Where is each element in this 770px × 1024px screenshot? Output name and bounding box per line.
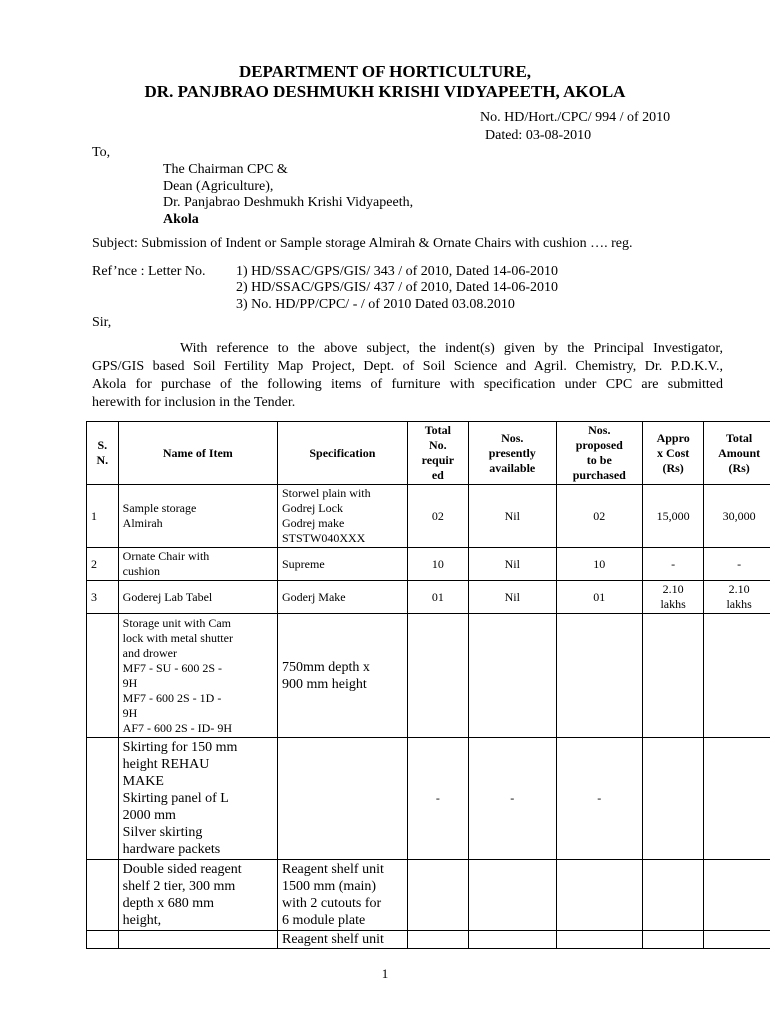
cell-approx-cost <box>643 738 704 860</box>
body-line: Akola for purchase of the following items of furniture with specification under CPC are submitted <box>92 377 723 392</box>
reference-item: 3) No. HD/PP/CPC/ - / of 2010 Dated 03.08.2010 <box>236 297 515 312</box>
cell-presently-available <box>468 931 556 949</box>
table-row <box>87 581 770 614</box>
cell-sn <box>87 614 119 738</box>
table-row <box>87 738 770 860</box>
cell-approx-cost: 15,000 <box>643 485 704 548</box>
cell-presently-available: - <box>468 738 556 860</box>
cell-sn <box>87 738 119 860</box>
table-header-row <box>87 422 770 485</box>
cell-total-amount <box>704 931 770 949</box>
cell-proposed <box>556 614 643 738</box>
indent-table <box>86 421 770 949</box>
table-row <box>87 485 770 548</box>
header-spec: Specification <box>277 422 407 485</box>
cell-total-required: - <box>407 738 468 860</box>
reference-label: Ref’nce : Letter No. <box>92 264 206 279</box>
address-line: Dean (Agriculture), <box>163 179 274 194</box>
department-title: DEPARTMENT OF HORTICULTURE, <box>238 62 532 81</box>
cell-total-required <box>407 931 468 949</box>
cell-total-required: 02 <box>407 485 468 548</box>
cell-specification: Reagent shelf unit 1500 mm (main) with 2 cutouts for 6 module plate <box>277 860 407 931</box>
cell-item-name: Sample storage Almirah <box>118 485 277 548</box>
salutation: Sir, <box>92 315 112 330</box>
cell-total-amount <box>704 738 770 860</box>
cell-item-name: Goderej Lab Tabel <box>118 581 277 614</box>
page-number: 1 <box>381 966 389 981</box>
header-sn: S. N. <box>87 422 119 485</box>
subject-line: Subject: Submission of Indent or Sample storage Almirah & Ornate Chairs with cushion …. reg. <box>92 236 633 251</box>
body-line: herewith for inclusion in the Tender. <box>92 395 296 410</box>
cell-total-amount <box>704 614 770 738</box>
cell-total-amount: 30,000 <box>704 485 770 548</box>
cell-presently-available <box>468 860 556 931</box>
body-line: GPS/GIS based Soil Fertility Map Project, Dept. of Soil Science and Agril. Chemistry, Dr. P.D.K.V., <box>92 359 723 374</box>
cell-total-amount: 2.10 lakhs <box>704 581 770 614</box>
cell-approx-cost <box>643 614 704 738</box>
reference-number: No. HD/Hort./CPC/ 994 / of 2010 <box>480 110 671 125</box>
cell-proposed <box>556 931 643 949</box>
address-line: The Chairman CPC & <box>163 162 288 177</box>
cell-total-amount <box>704 860 770 931</box>
cell-total-required <box>407 614 468 738</box>
header-approx-cost: Appro x Cost (Rs) <box>643 422 704 485</box>
cell-total-required: 10 <box>407 548 468 581</box>
table-row <box>87 614 770 738</box>
cell-presently-available: Nil <box>468 485 556 548</box>
cell-proposed: 02 <box>556 485 643 548</box>
cell-presently-available <box>468 614 556 738</box>
body-line: With reference to the above subject, the indent(s) given by the Principal Investigator, <box>180 341 723 356</box>
cell-sn <box>87 931 119 949</box>
table-row <box>87 860 770 931</box>
cell-item-name: Ornate Chair with cushion <box>118 548 277 581</box>
letter-date: Dated: 03-08-2010 <box>485 128 592 143</box>
header-total-required: Total No. requir ed <box>407 422 468 485</box>
cell-item-name: Storage unit with Cam lock with metal shutter and drower MF7 - SU - 600 2S - 9H MF7 - 600 2S - 1D - 9H AF7 - 600 2S - ID- 9H <box>118 614 277 738</box>
cell-approx-cost <box>643 931 704 949</box>
cell-specification <box>277 738 407 860</box>
address-line: Dr. Panjabrao Deshmukh Krishi Vidyapeeth, <box>163 195 414 210</box>
cell-specification: Supreme <box>277 548 407 581</box>
table-row <box>87 931 770 949</box>
header-proposed: Nos. proposed to be purchased <box>556 422 643 485</box>
cell-presently-available: Nil <box>468 548 556 581</box>
cell-total-amount: - <box>704 548 770 581</box>
cell-presently-available: Nil <box>468 581 556 614</box>
cell-specification: Goderj Make <box>277 581 407 614</box>
cell-item-name <box>118 931 277 949</box>
cell-total-required: 01 <box>407 581 468 614</box>
address-to: To, <box>92 145 111 160</box>
cell-total-required <box>407 860 468 931</box>
cell-sn: 1 <box>87 485 119 548</box>
table-row <box>87 548 770 581</box>
header-presently-available: Nos. presently available <box>468 422 556 485</box>
cell-sn: 2 <box>87 548 119 581</box>
body-paragraph <box>92 340 723 412</box>
university-title: DR. PANJBRAO DESHMUKH KRISHI VIDYAPEETH, AKOLA <box>144 82 626 101</box>
reference-item: 1) HD/SSAC/GPS/GIS/ 343 / of 2010, Dated 14-06-2010 <box>236 264 559 279</box>
cell-proposed: 10 <box>556 548 643 581</box>
header-total-amount: Total Amount (Rs) <box>704 422 770 485</box>
cell-proposed: 01 <box>556 581 643 614</box>
reference-item: 2) HD/SSAC/GPS/GIS/ 437 / of 2010, Dated 14-06-2010 <box>236 280 559 295</box>
cell-approx-cost <box>643 860 704 931</box>
address-city: Akola <box>163 212 199 227</box>
cell-sn <box>87 860 119 931</box>
cell-approx-cost: 2.10 lakhs <box>643 581 704 614</box>
cell-item-name: Double sided reagent shelf 2 tier, 300 mm depth x 680 mm height, <box>118 860 277 931</box>
cell-specification: Storwel plain with Godrej Lock Godrej make STSTW040XXX <box>277 485 407 548</box>
cell-specification: Reagent shelf unit <box>277 931 407 949</box>
header-name: Name of Item <box>118 422 277 485</box>
cell-approx-cost: - <box>643 548 704 581</box>
cell-item-name: Skirting for 150 mm height REHAU MAKE Skirting panel of L 2000 mm Silver skirting hardware packets <box>118 738 277 860</box>
cell-proposed: - <box>556 738 643 860</box>
cell-sn: 3 <box>87 581 119 614</box>
cell-proposed <box>556 860 643 931</box>
cell-specification: 750mm depth x 900 mm height <box>277 614 407 738</box>
